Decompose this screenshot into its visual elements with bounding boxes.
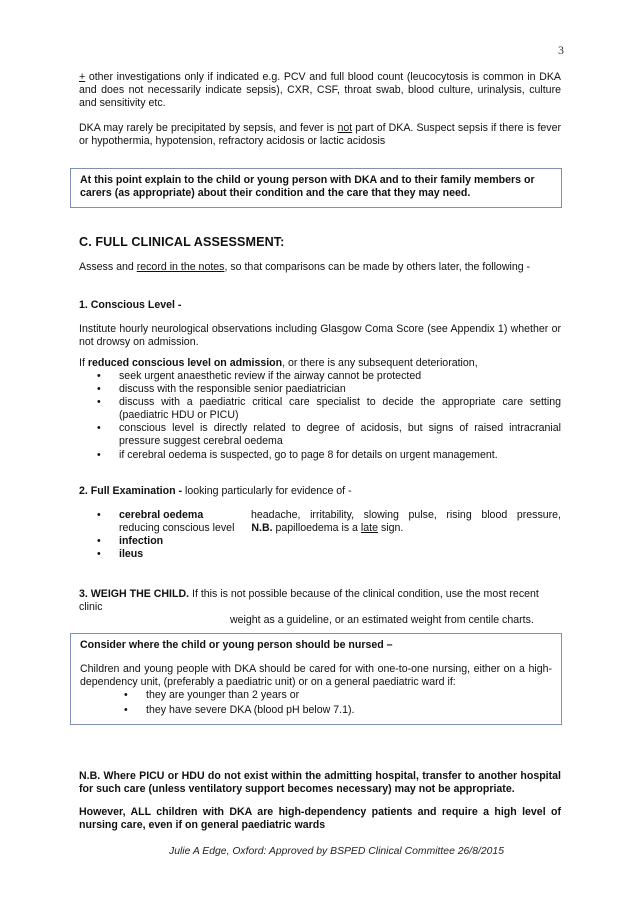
plus-minus-sign: + bbox=[79, 71, 86, 83]
bullet-text: they are younger than 2 years or bbox=[146, 689, 300, 701]
bullet-text: discuss with the responsible senior paediatrician bbox=[119, 383, 346, 395]
sepsis-text-b: part of DKA. Suspect sepsis if there is fever or hypothermia, hypotension, refractory acidosis or lactic acidosis bbox=[79, 122, 561, 147]
bullet-text: seek urgent anaesthetic review if the airway cannot be protected bbox=[119, 370, 422, 382]
bullet-icon: • bbox=[97, 370, 101, 382]
list-item bbox=[79, 383, 561, 396]
bullet-icon: • bbox=[97, 422, 101, 434]
weigh-line-1: If this is not possible because of the clinical condition, use the most recent clinic bbox=[79, 588, 539, 613]
sepsis-text-a: DKA may rarely be precipitated by sepsis, and fever is bbox=[79, 122, 338, 134]
assess-text-a: Assess and bbox=[79, 261, 137, 273]
bullet-text: conscious level is directly related to degree of acidosis, but signs of raised intracranial pressure suggest cerebral oedema bbox=[119, 422, 561, 447]
bullet-text: discuss with a paediatric critical care specialist to decide the appropriate care setting (paediatric HDU or PICU) bbox=[119, 396, 561, 421]
nursing-callout-heading: Consider where the child or young person should be nursed – bbox=[80, 639, 393, 651]
reduced-conscious-paragraph bbox=[79, 357, 561, 370]
section-c-heading: C. FULL CLINICAL ASSESSMENT: bbox=[79, 235, 285, 249]
explain-callout-text: At this point explain to the child or young person with DKA and to their family members or carers (as appropriate) about their condition and the care that they may need. bbox=[80, 174, 535, 199]
late-emphasis: late bbox=[360, 522, 378, 534]
full-exam-bold: 2. Full Examination - bbox=[79, 485, 183, 497]
record-in-notes: record in the notes bbox=[136, 261, 225, 273]
picu-note-paragraph bbox=[79, 770, 561, 796]
list-item bbox=[79, 509, 561, 535]
nb-text-a: papilloedema is a bbox=[272, 522, 361, 534]
list-item bbox=[79, 396, 561, 422]
list-item bbox=[79, 370, 561, 383]
bullet-icon: • bbox=[97, 509, 101, 521]
cerebral-oedema-label: cerebral oedema bbox=[119, 509, 204, 521]
infection-item: infection bbox=[119, 535, 164, 547]
bullet-icon: • bbox=[97, 383, 101, 395]
bullet-icon: • bbox=[97, 396, 101, 408]
investigations-text: other investigations only if indicated e.g. PCV and full blood count (leucocytosis is common in DKA and does not necessarily indicate sepsis), CXR, CSF, throat swab, blood culture, urinalysis, culture and sensitivity etc. bbox=[79, 71, 561, 109]
sepsis-paragraph bbox=[79, 122, 561, 148]
bullet-icon: • bbox=[97, 548, 101, 560]
bullet-text: if cerebral oedema is suspected, go to page 8 for details on urgent management. bbox=[119, 449, 498, 461]
bullet-icon: • bbox=[124, 704, 128, 716]
explain-callout-box bbox=[70, 168, 562, 208]
assess-paragraph bbox=[79, 261, 561, 274]
weigh-paragraph bbox=[79, 588, 561, 627]
cerebral-oedema-text: headache, irritability, slowing pulse, rising blood pressure, reducing conscious level bbox=[119, 509, 561, 534]
weigh-heading: 3. WEIGH THE CHILD. bbox=[79, 588, 190, 600]
ileus-item: ileus bbox=[119, 548, 144, 560]
list-item bbox=[106, 704, 552, 717]
if-text: If bbox=[79, 357, 88, 369]
high-dependency-paragraph bbox=[79, 806, 561, 832]
list-item bbox=[79, 548, 561, 561]
picu-note-text: N.B. Where PICU or HDU do not exist within the admitting hospital, transfer to another hospital for such care (unless ventilatory support becomes necessary) may not be appropriate. bbox=[79, 770, 561, 795]
full-exam-rest: looking particularly for evidence of - bbox=[182, 485, 352, 497]
bullet-icon: • bbox=[124, 689, 128, 701]
investigations-paragraph bbox=[79, 71, 561, 110]
list-item bbox=[79, 422, 561, 448]
conscious-level-heading: 1. Conscious Level - bbox=[79, 299, 182, 311]
bullet-icon: • bbox=[97, 535, 101, 547]
page-footer: Julie A Edge, Oxford: Approved by BSPED Clinical Committee 26/8/2015 bbox=[169, 846, 504, 857]
nursing-callout-box bbox=[70, 633, 562, 725]
bullet-text: they have severe DKA (blood pH below 7.1). bbox=[146, 704, 355, 716]
reduced-conscious-bold: reduced conscious level on admission bbox=[87, 357, 283, 369]
nursing-callout-text: Children and young people with DKA should be cared for with one-to-one nursing, either on a high-dependency unit, (preferably a paediatric unit) or on a general paediatric ward if: bbox=[80, 663, 552, 688]
bullet-icon: • bbox=[97, 449, 101, 461]
conscious-bullet-list bbox=[79, 370, 561, 462]
weigh-line-2: weight as a guideline, or an estimated weight from centile charts. bbox=[230, 614, 534, 626]
nb-text-b: sign. bbox=[378, 522, 404, 534]
conscious-text: Institute hourly neurological observations including Glasgow Coma Score (see Appendix 1) whether or not drowsy on admission. bbox=[79, 323, 561, 348]
page-number: 3 bbox=[558, 43, 564, 57]
conscious-paragraph bbox=[79, 323, 561, 349]
list-item bbox=[106, 689, 552, 702]
nb-bold: N.B. bbox=[251, 522, 273, 534]
exam-bullet-list bbox=[79, 509, 561, 561]
list-item bbox=[79, 449, 561, 462]
assess-text-b: , so that comparisons can be made by others later, the following - bbox=[224, 261, 531, 273]
not-emphasis: not bbox=[337, 122, 353, 134]
list-item bbox=[79, 535, 561, 548]
full-exam-heading bbox=[79, 485, 561, 498]
if-text-b: , or there is any subsequent deterioration, bbox=[282, 357, 478, 369]
high-dependency-text: However, ALL children with DKA are high-dependency patients and require a high level of nursing care, even if on general paediatric wards bbox=[79, 806, 561, 831]
